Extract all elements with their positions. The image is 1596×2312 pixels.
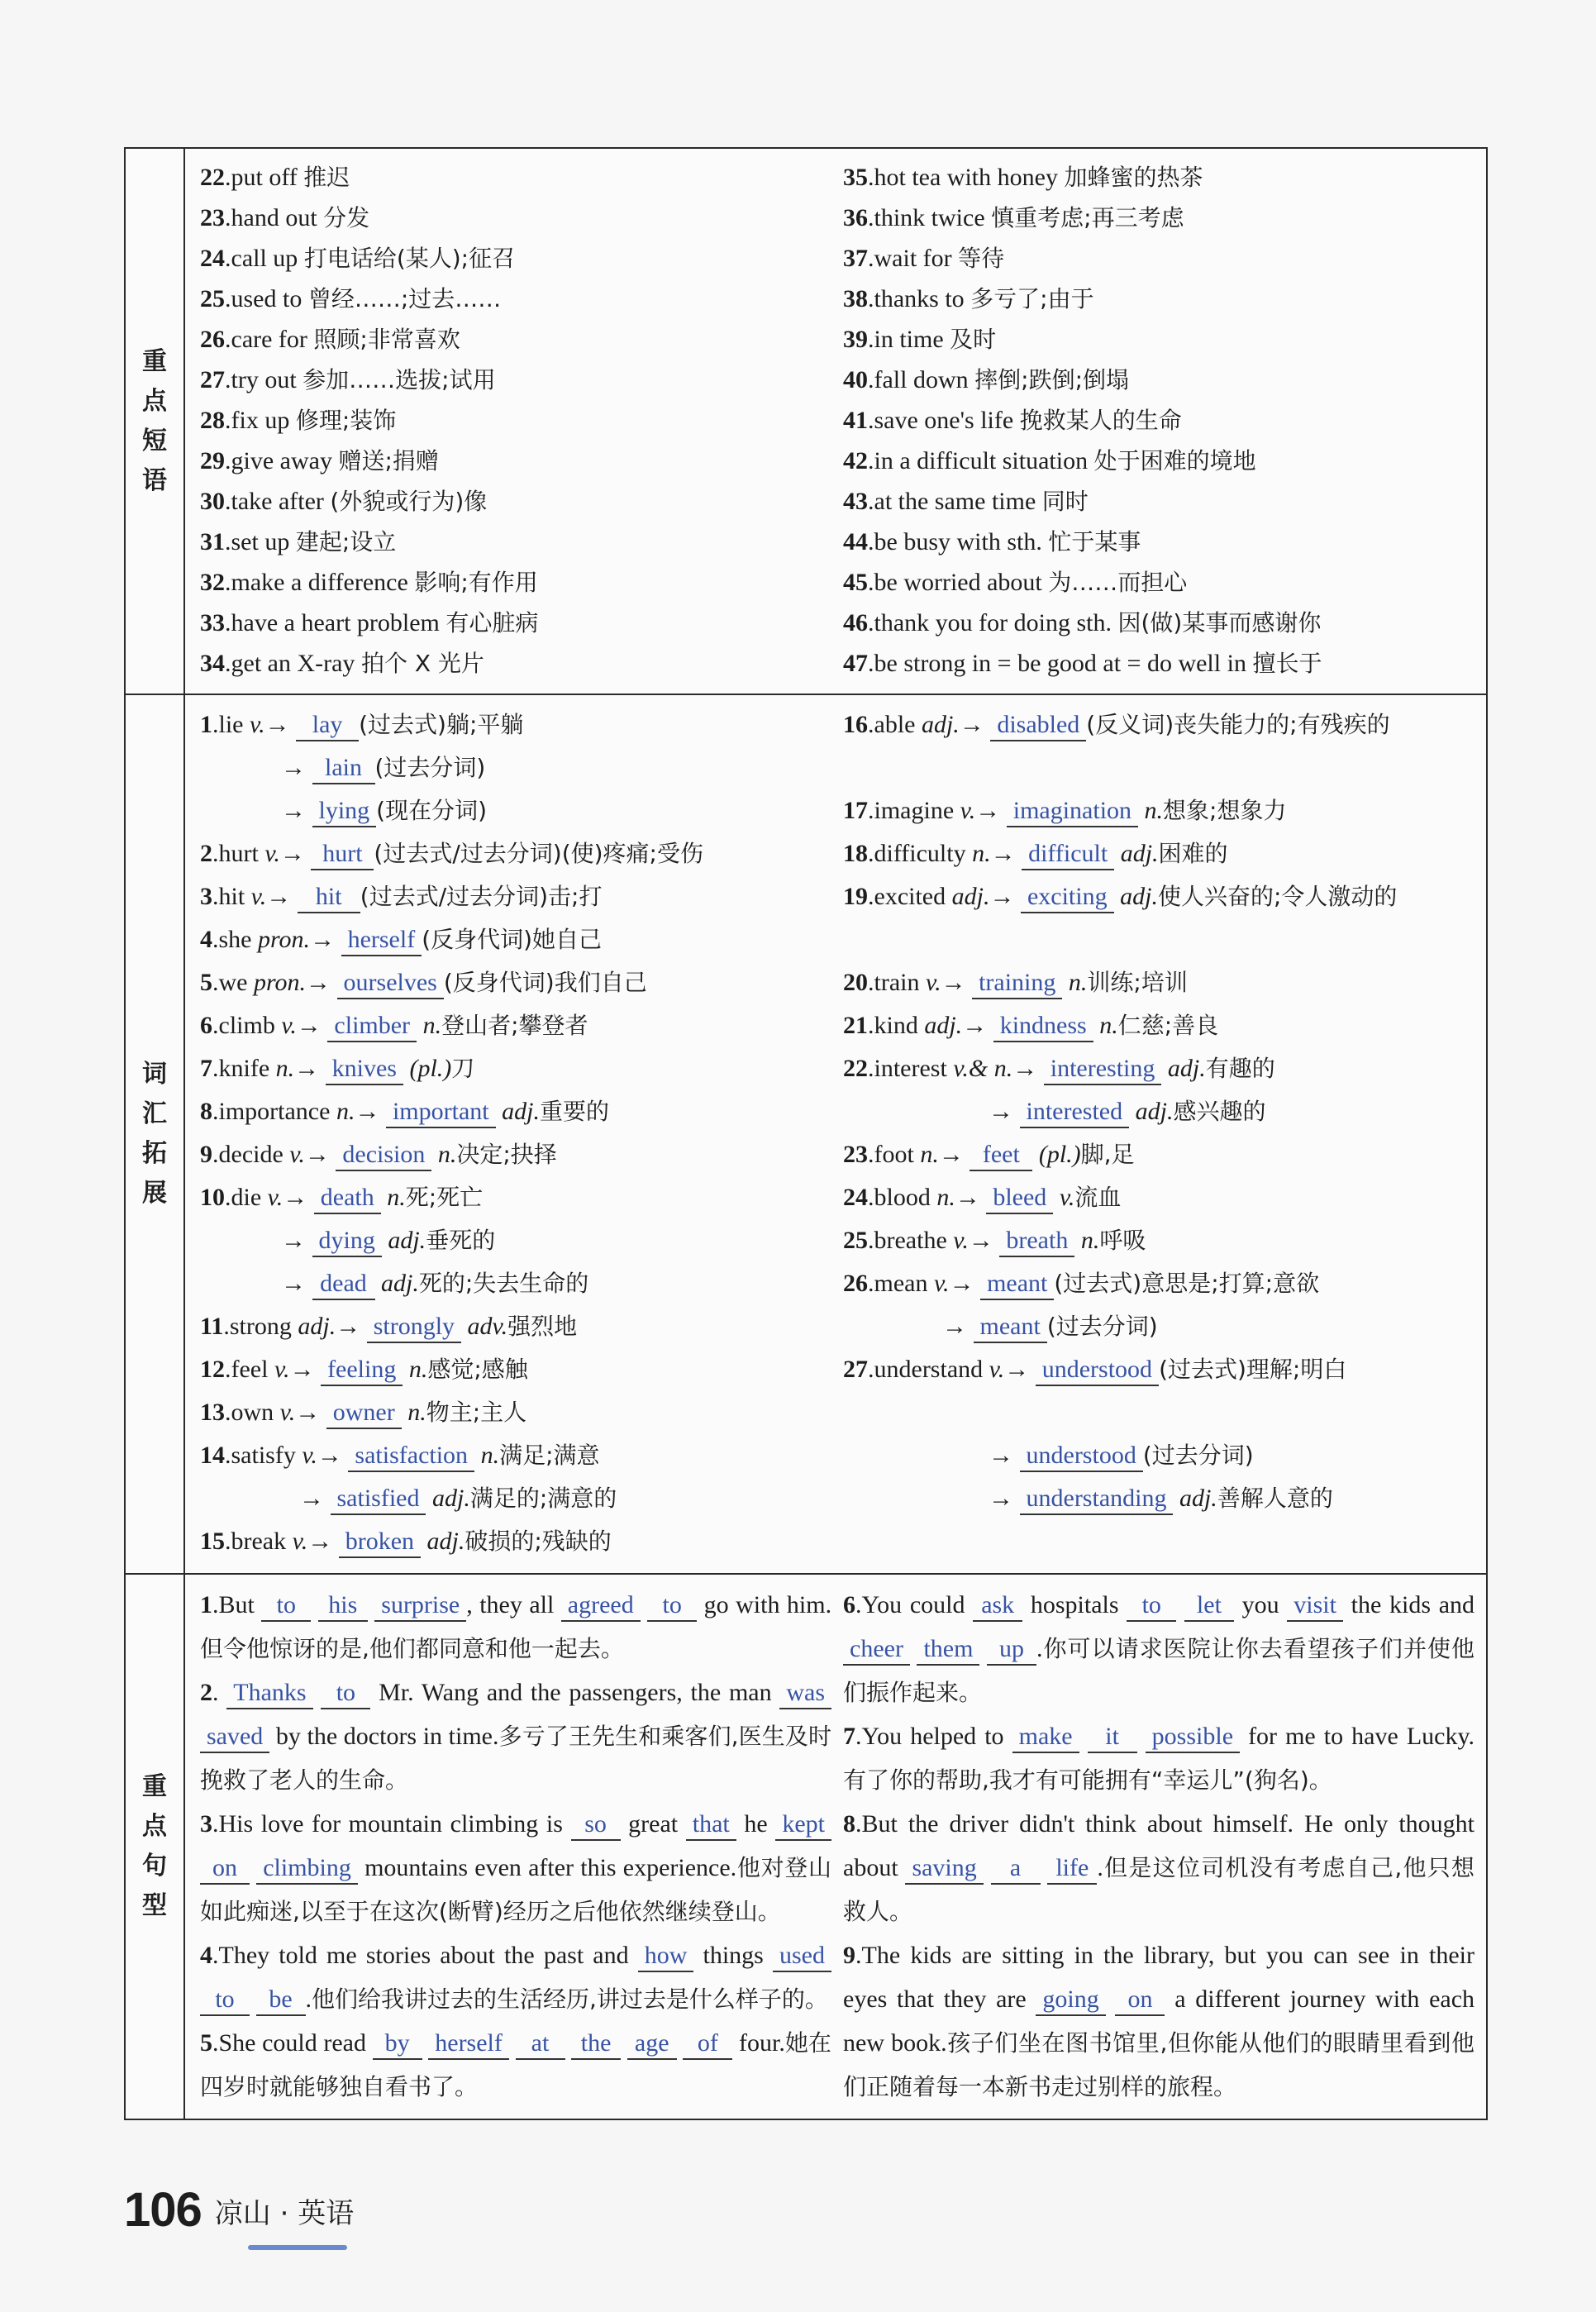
vocab-item: 6.climb v.→ climber n.登山者;攀登者 xyxy=(200,1004,831,1047)
answer-blank[interactable]: saved xyxy=(200,1722,269,1753)
vocab-item: 15.break v.→ broken adj.破损的;残缺的 xyxy=(200,1520,831,1563)
answer-blank[interactable]: Thanks xyxy=(226,1678,312,1709)
answer-blank[interactable]: on xyxy=(200,1853,250,1885)
answer-blank[interactable]: going xyxy=(1036,1985,1105,2016)
vocab-item: 22.interest v.& n.→ interesting adj.有趣的 xyxy=(843,1047,1475,1090)
section-key-phrases xyxy=(124,147,1488,695)
vocab-item: 13.own v.→ owner n.物主;主人 xyxy=(200,1391,831,1434)
answer-blank[interactable]: lying xyxy=(312,796,377,827)
answer-blank[interactable]: climber xyxy=(327,1011,417,1042)
answer-blank[interactable]: possible xyxy=(1146,1722,1240,1753)
book-title: 凉山 · 英语 xyxy=(214,2197,355,2230)
answer-blank[interactable]: bleed xyxy=(986,1183,1053,1214)
answer-blank[interactable]: how xyxy=(638,1941,694,1972)
vocab-item: 9.decide v.→ decision n.决定;抉择 xyxy=(200,1133,831,1176)
answer-blank[interactable]: hurt xyxy=(311,839,374,870)
answer-blank[interactable]: climbing xyxy=(256,1853,358,1885)
answer-blank[interactable]: difficult xyxy=(1022,839,1114,870)
section-title: 重 点 短 语 xyxy=(126,149,185,694)
vocab-item: → dead adj.死的;失去生命的 xyxy=(200,1262,831,1305)
answer-blank[interactable]: ask xyxy=(973,1590,1022,1622)
vocab-item: 18.difficulty n.→ difficult adj.困难的 xyxy=(843,832,1475,875)
vocab-right-column xyxy=(831,703,1475,1563)
answer-blank[interactable]: understood xyxy=(1036,1355,1159,1386)
sentence-item: 4.They told me stories about the past and how things used to be .他们给我讲过去的生活经历,讲过去是什么样子的。 xyxy=(200,1933,831,2021)
answer-blank[interactable]: death xyxy=(314,1183,381,1214)
phrase-item: 45.be worried about 为……而担心 xyxy=(843,569,1188,596)
phrase-item: 40.fall down 摔倒;跌倒;倒塌 xyxy=(843,366,1130,393)
answer-blank[interactable]: hit xyxy=(298,882,360,913)
vocab-item: 4.she pron.→ herself (反身代词)她自己 xyxy=(200,918,831,961)
answer-blank[interactable]: life xyxy=(1047,1853,1097,1885)
answer-blank[interactable]: dying xyxy=(312,1226,382,1257)
vocab-item: 27.understand v.→ understood (过去式)理解;明白 xyxy=(843,1348,1475,1434)
vocab-item: → lying (现在分词) xyxy=(200,789,831,832)
answer-blank[interactable]: owner xyxy=(326,1398,402,1429)
phrase-item: 43.at the same time 同时 xyxy=(843,488,1089,515)
answer-blank[interactable]: imagination xyxy=(1007,796,1138,827)
vocab-item: → lain (过去分词) xyxy=(200,746,831,789)
answer-blank[interactable]: age xyxy=(627,2028,677,2060)
vocab-item: 1.lie v.→ lay (过去式)躺;平躺 xyxy=(200,703,831,746)
answer-blank[interactable]: surprise xyxy=(374,1590,466,1622)
answer-blank[interactable]: herself xyxy=(341,925,422,956)
answer-blank[interactable]: ourselves xyxy=(337,968,444,999)
vocab-item: 25.breathe v.→ breath n.呼吸 xyxy=(843,1219,1475,1262)
answer-blank[interactable]: so xyxy=(571,1809,621,1841)
phrases-left-column xyxy=(200,157,831,684)
vocab-item: 19.excited adj.→ exciting adj.使人兴奋的;令人激动的 xyxy=(843,875,1475,961)
answer-blank[interactable]: feeling xyxy=(321,1355,403,1386)
phrase-item: 34.get an X-ray 拍个 X 光片 xyxy=(200,650,484,677)
answer-blank[interactable]: to xyxy=(321,1678,370,1709)
answer-blank[interactable]: to xyxy=(200,1985,250,2016)
answer-blank[interactable]: to xyxy=(1127,1590,1176,1622)
page-footer xyxy=(124,2182,354,2238)
worksheet xyxy=(124,147,1488,2120)
phrases-right-column xyxy=(831,157,1475,684)
vocab-item: 3.hit v.→ hit (过去式/过去分词)击;打 xyxy=(200,875,831,918)
vocab-item: 8.importance n.→ important adj.重要的 xyxy=(200,1090,831,1133)
vocab-item: 5.we pron.→ ourselves (反身代词)我们自己 xyxy=(200,961,831,1004)
vocab-item: 10.die v.→ death n.死;死亡 xyxy=(200,1176,831,1219)
vocab-item: 14.satisfy v.→ satisfaction n.满足;满意 xyxy=(200,1434,831,1477)
answer-blank[interactable]: lain xyxy=(312,753,375,784)
phrase-item: 42.in a difficult situation 处于困难的境地 xyxy=(843,447,1256,474)
answer-blank[interactable]: feet xyxy=(970,1140,1032,1171)
answer-blank[interactable]: strongly xyxy=(367,1312,461,1343)
answer-blank[interactable]: kept xyxy=(775,1809,831,1841)
vocab-item: 17.imagine v.→ imagination n.想象;想象力 xyxy=(843,789,1475,832)
phrase-item: 23.hand out 分发 xyxy=(200,204,370,231)
answer-blank[interactable]: it xyxy=(1088,1722,1137,1753)
phrase-item: 25.used to 曾经……;过去…… xyxy=(200,285,502,312)
answer-blank[interactable]: used xyxy=(773,1941,831,1972)
phrase-item: 31.set up 建起;设立 xyxy=(200,528,397,555)
phrase-item: 38.thanks to 多亏了;由于 xyxy=(843,285,1094,312)
answer-blank[interactable]: by xyxy=(373,2028,422,2060)
vocab-item: 23.foot n.→ feet (pl.)脚,足 xyxy=(843,1133,1475,1176)
answer-blank[interactable]: kindness xyxy=(993,1011,1093,1042)
vocab-item: 21.kind adj.→ kindness n.仁慈;善良 xyxy=(843,1004,1475,1047)
sentence-item: 9.The kids are sitting in the library, but you can see in their eyes that they are going on a different journey with each new book.孩子们坐在图书馆里,但你能从他们的眼睛里看到他们正随着每一本新书走过别样的旅程。 xyxy=(843,1942,1475,2100)
answer-blank[interactable]: interested xyxy=(1020,1097,1130,1128)
vocab-item: → understanding adj.善解人意的 xyxy=(843,1477,1475,1520)
answer-blank[interactable]: agreed xyxy=(561,1590,641,1622)
vocab-item: 12.feel v.→ feeling n.感觉;感触 xyxy=(200,1348,831,1391)
sentence-item: 2. Thanks to Mr. Wang and the passengers, the man was saved by the doctors in time.多亏了王先生和乘客们,医生及时挽救了老人的生命。 xyxy=(200,1679,832,1794)
section-vocabulary xyxy=(124,695,1488,1575)
vocab-item: 24.blood n.→ bleed v.流血 xyxy=(843,1176,1475,1219)
phrase-item: 22.put off 推迟 xyxy=(200,164,350,191)
answer-blank[interactable]: cheer xyxy=(843,1634,910,1666)
vocab-item: → understood (过去分词) xyxy=(843,1434,1475,1477)
vocab-item: 7.knife n.→ knives (pl.)刀 xyxy=(200,1047,831,1090)
vocab-item: 11.strong adj.→ strongly adv.强烈地 xyxy=(200,1305,831,1348)
answer-blank[interactable]: up xyxy=(987,1634,1036,1666)
phrase-item: 41.save one's life 挽救某人的生命 xyxy=(843,407,1182,434)
phrase-item: 32.make a difference 影响;有作用 xyxy=(200,569,538,596)
vocab-item: → satisfied adj.满足的;满意的 xyxy=(200,1477,831,1520)
sentence-item: 8.But the driver didn't think about himself. He only thought about saving a life .但是这位司机没有考虑自己,他只想救人。 xyxy=(843,1810,1475,1925)
answer-blank[interactable]: be xyxy=(256,1985,306,2016)
vocab-item: 26.mean v.→ meant (过去式)意思是;打算;意欲 xyxy=(843,1262,1475,1305)
answer-blank[interactable]: his xyxy=(318,1590,368,1622)
answer-blank[interactable]: a xyxy=(991,1853,1041,1885)
answer-blank[interactable]: meant xyxy=(980,1269,1054,1300)
answer-blank[interactable]: lay xyxy=(296,710,359,741)
sentences-right-column xyxy=(831,1583,1475,2109)
answer-blank[interactable]: to xyxy=(261,1590,311,1622)
section-title: 词 汇 拓 展 xyxy=(126,695,185,1573)
phrase-item: 28.fix up 修理;装饰 xyxy=(200,407,397,434)
answer-blank[interactable]: training xyxy=(972,968,1062,999)
answer-blank[interactable]: them xyxy=(917,1634,979,1666)
sentence-item: 1.But to his surprise , they all agreed to go with him.但令他惊讶的是,他们都同意和他一起去。 xyxy=(200,1591,832,1662)
answer-blank[interactable]: meant xyxy=(974,1312,1047,1343)
answer-blank[interactable]: dead xyxy=(312,1269,375,1300)
answer-blank[interactable]: important xyxy=(386,1097,496,1128)
sentence-item: 5.She could read by herself at the age of four.她在四岁时就能够独自看书了。 xyxy=(200,2029,832,2100)
sentences-left-column xyxy=(200,1583,831,2109)
answer-blank[interactable]: that xyxy=(686,1809,736,1841)
phrase-item: 29.give away 赠送;捐赠 xyxy=(200,447,439,474)
answer-blank[interactable]: disabled xyxy=(990,710,1086,741)
answer-blank[interactable]: to xyxy=(647,1590,697,1622)
section-title: 重 点 句 型 xyxy=(126,1575,185,2119)
answer-blank[interactable]: make xyxy=(1012,1722,1079,1753)
answer-blank[interactable]: satisfied xyxy=(331,1484,426,1515)
vocab-item: 2.hurt v.→ hurt (过去式/过去分词)(使)疼痛;受伤 xyxy=(200,832,831,875)
phrase-item: 39.in time 及时 xyxy=(843,326,997,353)
answer-blank[interactable]: decision xyxy=(336,1140,431,1171)
answer-blank[interactable]: interesting xyxy=(1044,1054,1162,1085)
answer-blank[interactable]: breath xyxy=(999,1226,1074,1257)
answer-blank[interactable]: herself xyxy=(428,2028,509,2060)
phrase-item: 26.care for 照顾;非常喜欢 xyxy=(200,326,460,353)
answer-blank[interactable]: understanding xyxy=(1020,1484,1174,1515)
vocab-item: 20.train v.→ training n.训练;培训 xyxy=(843,961,1475,1004)
phrase-item: 24.call up 打电话给(某人);征召 xyxy=(200,245,516,272)
answer-blank[interactable]: understood xyxy=(1020,1441,1143,1472)
phrase-item: 35.hot tea with honey 加蜂蜜的热茶 xyxy=(843,164,1203,191)
vocab-item: → meant (过去分词) xyxy=(843,1305,1475,1348)
answer-blank[interactable]: broken xyxy=(339,1527,421,1558)
sentence-item: 3.His love for mountain climbing is so great that he kept on climbing mountains even after this experience.他对登山如此痴迷,以至于在这次(断臂)经历之后他依然继续登山。 xyxy=(200,1810,831,1925)
phrase-item: 33.have a heart problem 有心脏病 xyxy=(200,609,539,636)
sentence-item: 6.You could ask hospitals to let you visit the kids and cheer them up .你可以请求医院让你去看望孩子们并使他们振作起来。 xyxy=(843,1591,1475,1706)
sentence-item: 7.You helped to make it possible for me to have Lucky.有了你的帮助,我才有可能拥有“幸运儿”(狗名)。 xyxy=(843,1723,1475,1794)
answer-blank[interactable]: at xyxy=(516,2028,565,2060)
vocab-item: → dying adj.垂死的 xyxy=(200,1219,831,1262)
phrase-item: 47.be strong in = be good at = do well in 擅长于 xyxy=(843,650,1322,677)
answer-blank[interactable]: of xyxy=(683,2028,732,2060)
phrase-item: 30.take after (外貌或行为)像 xyxy=(200,488,488,515)
vocab-item: 16.able adj.→ disabled (反义词)丧失能力的;有残疾的 xyxy=(843,703,1475,789)
answer-blank[interactable]: the xyxy=(571,2028,621,2060)
phrase-item: 36.think twice 慎重考虑;再三考虑 xyxy=(843,204,1184,231)
section-key-sentences xyxy=(124,1575,1488,2120)
vocab-item: → interested adj.感兴趣的 xyxy=(843,1090,1475,1133)
answer-blank[interactable]: was xyxy=(779,1678,831,1709)
page-number: 106 xyxy=(124,2183,202,2237)
phrase-item: 37.wait for 等待 xyxy=(843,245,1005,272)
answer-blank[interactable]: exciting xyxy=(1021,882,1114,913)
vocab-left-column xyxy=(200,703,831,1563)
answer-blank[interactable]: saving xyxy=(905,1853,983,1885)
phrase-item: 46.thank you for doing sth. 因(做)某事而感谢你 xyxy=(843,609,1322,636)
answer-blank[interactable]: visit xyxy=(1287,1590,1343,1622)
footer-accent-bar xyxy=(248,2245,347,2250)
phrase-item: 27.try out 参加……选拔;试用 xyxy=(200,366,496,393)
answer-blank[interactable]: let xyxy=(1184,1590,1234,1622)
answer-blank[interactable]: knives xyxy=(326,1054,403,1085)
answer-blank[interactable]: satisfaction xyxy=(348,1441,474,1472)
phrase-item: 44.be busy with sth. 忙于某事 xyxy=(843,528,1141,555)
answer-blank[interactable]: on xyxy=(1115,1985,1165,2016)
